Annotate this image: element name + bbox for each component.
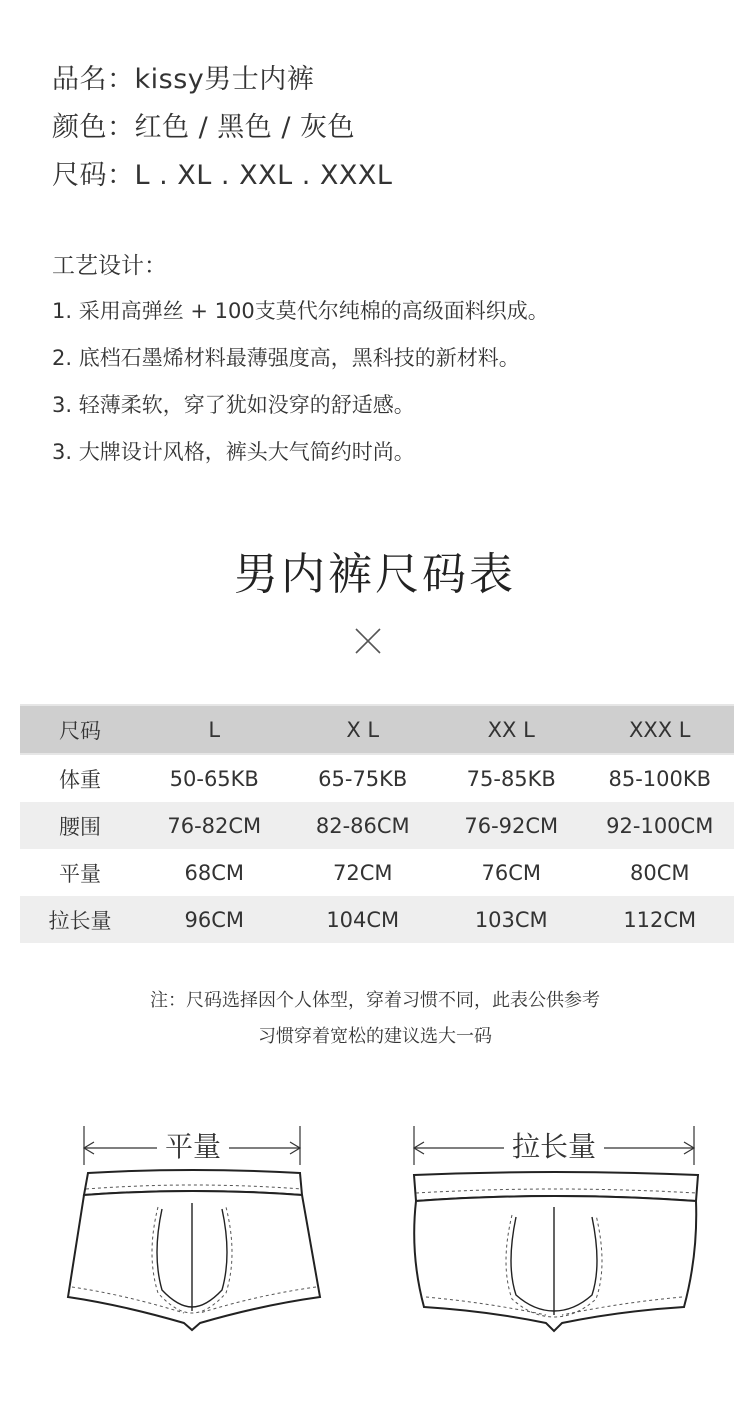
size-table (20, 704, 734, 943)
column-header: X L (289, 705, 438, 754)
table-cell: 80CM (629, 860, 690, 885)
product-sizes: 尺码：L . XL . XXL . XXXL (52, 160, 393, 191)
flat-measure-label: 平量 (157, 1125, 229, 1165)
stretch-measure-diagram (408, 1125, 708, 1355)
x-icon (354, 627, 382, 655)
table-cell: 76-92CM (464, 813, 559, 838)
column-header: L (140, 705, 289, 754)
table-cell: 96CM (184, 907, 244, 932)
craft-line: 1. 采用高弹丝 + 100支莫代尔纯棉的高级面料织成。 (52, 299, 549, 323)
table-cell: 103CM (474, 907, 548, 932)
table-cell: 50-65KB (169, 766, 259, 791)
column-header: XXX L (586, 705, 735, 754)
craft-section (52, 244, 549, 476)
size-note-line1: 注：尺码选择因个人体型，穿着习惯不同，此表公供参考 (150, 990, 600, 1011)
table-cell: 68CM (184, 860, 244, 885)
size-note-line2: 习惯穿着宽松的建议选大一码 (258, 1026, 492, 1047)
column-header: 尺码 (20, 705, 140, 754)
table-row (20, 754, 734, 802)
table-cell: 65-75KB (318, 766, 408, 791)
table-row (20, 802, 734, 849)
craft-line: 2. 底档石墨烯材料最薄强度高，黑科技的新材料。 (52, 346, 520, 370)
product-info (52, 56, 392, 200)
craft-line: 3. 轻薄柔软，穿了犹如没穿的舒适感。 (52, 393, 415, 417)
row-label: 腰围 (59, 814, 101, 839)
table-cell: 75-85KB (466, 766, 556, 791)
stretch-measure-label: 拉长量 (504, 1125, 604, 1165)
craft-title: 工艺设计： (52, 253, 167, 279)
table-cell: 76CM (481, 860, 541, 885)
product-name: 品名：kissy男士内裤 (52, 64, 315, 95)
row-label: 体重 (59, 767, 101, 792)
table-cell: 85-100KB (608, 766, 712, 791)
table-cell: 112CM (623, 907, 697, 932)
craft-line: 3. 大牌设计风格，裤头大气简约时尚。 (52, 440, 415, 464)
table-row (20, 849, 734, 896)
product-colors: 颜色：红色 / 黑色 / 灰色 (52, 112, 356, 143)
size-chart-title: 男内裤尺码表 (234, 549, 516, 600)
table-header-row (20, 705, 734, 754)
table-cell: 92-100CM (606, 813, 714, 838)
table-cell: 82-86CM (315, 813, 410, 838)
table-cell: 72CM (332, 860, 393, 885)
column-header: XX L (437, 705, 586, 754)
row-label: 拉长量 (48, 908, 112, 933)
table-row (20, 896, 734, 943)
row-label: 平量 (59, 861, 101, 886)
flat-measure-diagram (62, 1125, 332, 1355)
table-cell: 76-82CM (167, 813, 262, 838)
table-cell: 104CM (326, 907, 400, 932)
